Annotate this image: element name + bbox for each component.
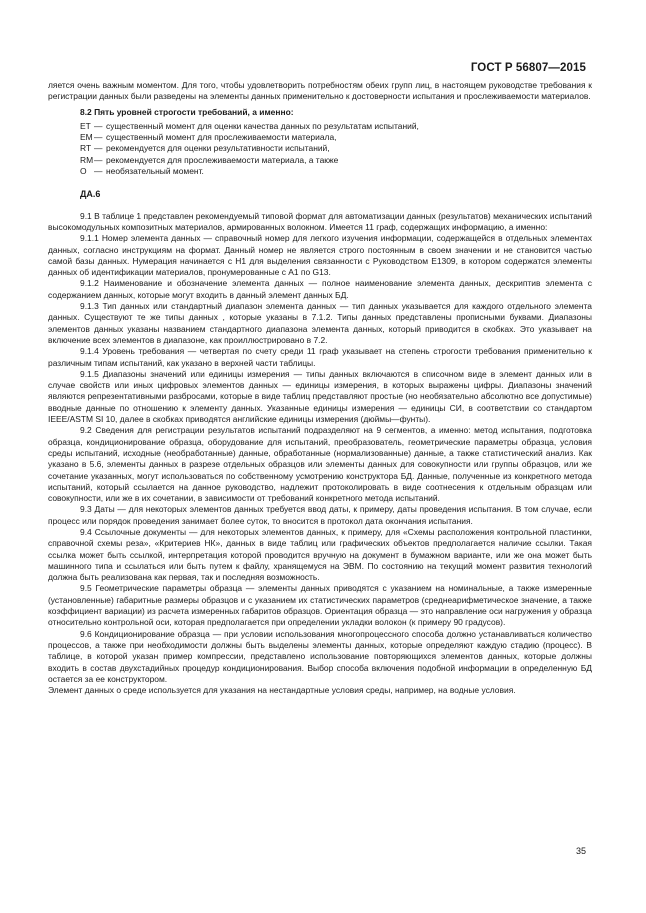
paragraph-9-1-5: 9.1.5 Диапазоны значений или единицы измерения — типы данных включаются в списочном виде в элемент данных или в случае свойств или иных цифровых элементов данных — единицы измерения, в которых выражены цифры. Диапазоны значений являются репрезентативными разбросами, которые в виде таблиц представляют простые (но необязательно абсолютно все допустимые) вводные данные по отношению к элементу данных. Указанные единицы измерения — единицы СИ, в соответствии со стандартом IEEE/ASTM SI 10, далее в скобках приводятся английские единицы измерения (дюймы—фунты).	[48, 368, 592, 425]
level-dash: —	[94, 166, 103, 177]
level-item	[80, 132, 592, 143]
level-text: необязательный момент.	[106, 166, 204, 177]
level-text: рекомендуется для прослеживаемости материала, а также	[106, 154, 339, 165]
level-code: RT	[80, 143, 92, 154]
paragraph-9-1-2: 9.1.2 Наименование и обозначение элемента данных — полное наименование элемента данных, дескриптив элемента с содержанием данных, которые могут входить в данный элемент данных БД.	[48, 278, 592, 300]
level-dash: —	[94, 120, 103, 131]
final-line: Элемент данных о среде используется для указания на нестандартные условия среды, например, на водные условия.	[48, 685, 516, 696]
paragraph-9-6: 9.6 Кондиционирование образца — при условии использования многопроцессного способа должно устанавливаться количество процессов, а также при необходимости должны быть выделены элементы данных, которые определяют каждую стадию (процесс). В таблице, в которой указан пример компрессии, представлено использование повторяющихся элементов данных, которые должны входить в состав двухстадийных процедур кондиционирования. Выбор способа включения подобной информации в определенную БД остается за ее конструктором.	[48, 628, 592, 684]
level-item	[80, 121, 592, 132]
paragraph-9-2: 9.2 Сведения для регистрации результатов испытаний подразделяют на 9 сегментов, а именно: метод испытания, подготовка образца, кондиционирование образца, оборудование для испытаний, преобразователь, геометрические параметры образца, условия среды испытаний, исходные (необработанные) данные, обработанные (нормализованные) данные, а также статистический анализ. Как указано в 5.6, элементы данных в разрезе отдельных образцов или элементы данных для совокупности или группы образцов, или же сочетание указанных, могут использоваться по собственному усмотрению конструктора БД. Данные, полученные из конкретного метода испытаний, который ссылается на данное руководство, надлежит протоколировать в виде соотнесения к отдельным образцам или совокупности, или же в их сочетании, в зависимости от требований конкретного метода испытаний.	[48, 425, 592, 504]
level-text: существенный момент для оценки качества данных по результатам испытаний,	[106, 120, 419, 131]
paragraph-9-1-1: 9.1.1 Номер элемента данных — справочный номер для легкого изучения информации, содержащейся в отдельных элементах данных, согласно инструкциям на формат. Данный номер не является строго постоянным в своем значении и не становится частью самой базы данных. Нумерация начинается с H1 для выделения связанности с Руководством E1309, в котором содержатся элементы данных об идентификации материалов, пронумерованные с A1 по G13.	[48, 233, 592, 278]
level-code: EM	[80, 132, 93, 143]
paragraph-9-4: 9.4 Ссылочные документы — для некоторых элементов данных, к примеру, для «Схемы расположения контрольной пластинки, справочной схемы реза», «Критериев НК», данных в виде таблиц или графических объектов предполагается наличие ссылки. Такая ссылка может быть ссылкой, интерпретация которой проводится вручную на документ в бумажном варианте, или же она может быть машинного типа и ссылаться или быть путем к файлу, хранящемуся на ЭВМ. По состоянию на текущий момент развития технологий должна быть реализована как первая, так и последняя возможность.	[48, 526, 592, 583]
requirement-levels-list	[80, 121, 592, 177]
paragraph-9-3: 9.3 Даты — для некоторых элементов данных требуется ввод даты, к примеру, даты проведения испытания. В том случае, если процесс или порядок проведения занимает более суток, то вносится в протокол дата окончания испытания.	[48, 504, 592, 526]
intro-paragraph: ляется очень важным моментом. Для того, чтобы удовлетворить потребностям обеих групп лиц, в настоящем руководстве требования к регистрации данных были разведены на элементы данных применительно к достоверности испытания и прослеживаемости материалов.	[48, 80, 592, 102]
level-code: ET	[80, 120, 91, 131]
section-8-2-title: 8.2 Пять уровней строгости требований, а именно:	[80, 106, 294, 117]
level-item	[80, 166, 592, 177]
standard-header: ГОСТ Р 56807—2015	[470, 62, 586, 74]
document-body	[48, 80, 592, 696]
paragraph-9-5: 9.5 Геометрические параметры образца — элементы данных приводятся с указанием на номинальные, а также измеренные (установленные) габаритные размеры образцов и с указанием их статистических параметров (среднеарифметическое значение, а также коэффициент вариации) из расчета измеренных габаритов образцов. Ориентация образца — это направление оси нагружения у образца относительно контрольной оси, которая предполагается при определении укладки волокон (к примеру 90 градусов).	[48, 583, 592, 628]
level-text: существенный момент для прослеживаемости материала,	[106, 132, 337, 143]
page-number: 35	[575, 846, 586, 856]
level-item	[80, 143, 592, 154]
paragraph-9-1-4: 9.1.4 Уровень требования — четвертая по счету среди 11 граф указывает на степень строгости требования применительно к различным типам испытаний, как указано в верхней части таблицы.	[48, 346, 592, 368]
level-item	[80, 155, 592, 166]
paragraph-9-1: 9.1 В таблице 1 представлен рекомендуемый типовой формат для автоматизации данных (результатов) механических испытаний высокомодульных композитных материалов, армированных волокном. Имеется 11 граф, содержащих информацию, а именно:	[48, 210, 592, 232]
level-dash: —	[94, 143, 103, 154]
level-text: рекомендуется для оценки результативности испытаний,	[106, 143, 330, 154]
paragraph-9-1-3: 9.1.3 Тип данных или стандартный диапазон элемента данных — тип данных указывается для каждого отдельного элемента данных. Существуют те же типы данных , которые указаны в 7.1.2. Типы данных представлены прописными буквами. Диапазоны элементов данных указаны названием стандартного диапазона элемента данных, который приводится в скобках. Это указывает на включение всех элементов в диапазоне, как проиллюстрировано в 7.2.	[48, 301, 592, 345]
level-code: RM	[80, 154, 94, 165]
appendix-heading: ДА.6	[80, 189, 101, 200]
level-dash: —	[94, 154, 103, 165]
level-code: O	[80, 166, 87, 177]
level-dash: —	[94, 132, 103, 143]
